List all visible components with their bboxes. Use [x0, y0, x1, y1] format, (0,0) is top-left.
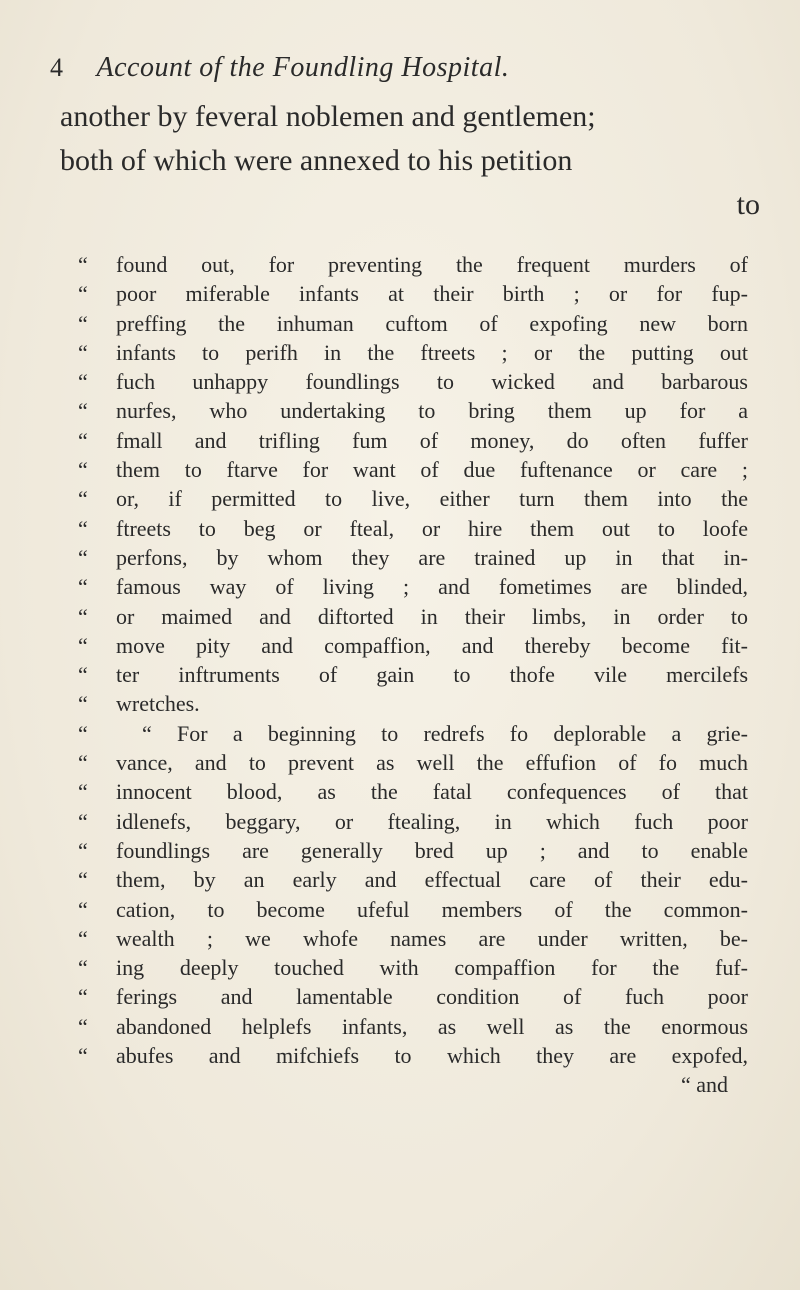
- quote-mark: “: [78, 339, 88, 365]
- quote-mark: “: [78, 427, 88, 453]
- quote-line-text: abandoned helplefs infants, as well as the enormous: [116, 1013, 748, 1039]
- quote-line: [78, 514, 748, 543]
- quote-mark: “: [78, 955, 88, 981]
- intro-paragraph: [60, 95, 760, 227]
- quote-line-text: perfons, by whom they are trained up in that in-: [116, 544, 748, 570]
- quote-line-text: wealth ; we whofe names are under written, be-: [116, 925, 748, 951]
- quote-line: [78, 807, 748, 836]
- quote-mark: “: [78, 603, 88, 629]
- quote-line: [78, 572, 748, 601]
- quote-line-text: fuch unhappy foundlings to wicked and barbarous: [116, 369, 748, 395]
- quote-mark: “: [78, 896, 88, 922]
- quote-line-text: fmall and trifling fum of money, do often fuffer: [116, 427, 748, 453]
- quote-line-text: cation, to become ufeful members of the common-: [116, 896, 748, 922]
- quote-line-text: move pity and compaffion, and thereby become fit-: [116, 632, 748, 658]
- quote-line: [78, 396, 748, 425]
- quote-line: [78, 895, 748, 924]
- quote-line-text: “ and: [680, 1072, 728, 1098]
- quote-mark: “: [78, 837, 88, 863]
- quote-line-text: famous way of living ; and fometimes are blinded,: [116, 574, 748, 600]
- intro-line: another by feveral noblemen and gentlemen;: [60, 100, 596, 133]
- quote-line-text: poor miferable infants at their birth ; or for fup-: [116, 281, 748, 307]
- quote-line-text: ter inftruments of gain to thofe vile mercilefs: [116, 662, 748, 688]
- quote-line-text: nurfes, who undertaking to bring them up for a: [116, 398, 748, 424]
- quote-line: [78, 748, 748, 777]
- quote-line: [78, 777, 748, 806]
- quoted-petition: [78, 250, 748, 1100]
- quote-line: [78, 602, 748, 631]
- quote-mark: “: [78, 574, 88, 600]
- quote-line: [78, 367, 748, 396]
- quote-mark: “: [78, 662, 88, 688]
- quote-mark: “: [78, 310, 88, 336]
- running-header: [50, 52, 750, 84]
- quote-line: [78, 953, 748, 982]
- quote-mark: “: [78, 252, 88, 277]
- quote-line: [78, 338, 748, 367]
- quote-line: [78, 631, 748, 660]
- quote-line: [78, 719, 748, 748]
- page-number: 4: [50, 53, 64, 82]
- quote-mark: “: [78, 281, 88, 307]
- quote-mark: “: [78, 691, 88, 717]
- quote-mark: “: [78, 486, 88, 512]
- quote-line-text: foundlings are generally bred up ; and to enable: [116, 837, 748, 863]
- quote-mark: “: [78, 1013, 88, 1039]
- quote-line: [78, 865, 748, 894]
- quote-gutter: [78, 1070, 116, 1099]
- quote-mark: “: [78, 632, 88, 658]
- quote-line-text: innocent blood, as the fatal confequences of that: [116, 779, 748, 805]
- quote-mark: “: [78, 398, 88, 424]
- quote-line-text: wretches.: [116, 691, 200, 717]
- quote-line-text: them, by an early and effectual care of their edu-: [116, 867, 748, 893]
- quote-line: [78, 250, 748, 279]
- quote-mark: “: [78, 369, 88, 395]
- quote-line-text: or maimed and diftorted in their limbs, in order to: [116, 603, 748, 629]
- intro-line: both of which were annexed to his petition: [60, 144, 573, 177]
- quote-line-text: ftreets to beg or fteal, or hire them out to loofe: [116, 515, 748, 541]
- quote-mark: “: [78, 808, 88, 834]
- quote-mark: “: [78, 544, 88, 570]
- quote-line: [78, 660, 748, 689]
- quote-mark: “: [78, 457, 88, 483]
- quote-line-text: ing deeply touched with compaffion for the fuf-: [116, 955, 748, 981]
- quote-line: [78, 426, 748, 455]
- quote-line-text: vance, and to prevent as well the effufion of fo much: [116, 750, 748, 776]
- intro-line: to: [736, 188, 760, 221]
- quote-line: [78, 455, 748, 484]
- quote-line-text: infants to perifh in the ftreets ; or the putting out: [116, 339, 748, 365]
- quote-mark: “: [78, 750, 88, 776]
- quote-line-text: “ For a beginning to redrefs fo deplorable a grie-: [142, 720, 748, 746]
- quote-mark: “: [78, 1043, 88, 1069]
- quote-mark: “: [78, 867, 88, 893]
- quote-line-text: idlenefs, beggary, or ftealing, in which fuch poor: [116, 808, 748, 834]
- quote-mark: “: [78, 515, 88, 541]
- quote-line-text: ferings and lamentable condition of fuch poor: [116, 984, 748, 1010]
- quote-line: [78, 1012, 748, 1041]
- running-title: Account of the Foundling Hospital.: [96, 52, 510, 83]
- quote-mark: “: [78, 925, 88, 951]
- quote-line: [78, 689, 748, 718]
- quote-line-text: abufes and mifchiefs to which they are expofed,: [116, 1043, 748, 1069]
- quote-mark: “: [78, 984, 88, 1010]
- quote-line: [78, 1041, 748, 1070]
- quote-line: [78, 309, 748, 338]
- quote-line: [78, 1070, 748, 1099]
- quote-line-text: or, if permitted to live, either turn them into the: [116, 486, 748, 512]
- quote-line-text: found out, for preventing the frequent murders of: [116, 252, 748, 277]
- quote-line: [78, 543, 748, 572]
- quote-line: [78, 279, 748, 308]
- quote-line: [78, 982, 748, 1011]
- quote-line: [78, 484, 748, 513]
- quote-line-text: them to ftarve for want of due fuftenance or care ;: [116, 457, 748, 483]
- quote-mark: “: [78, 779, 88, 805]
- quote-mark: “: [78, 720, 88, 746]
- quote-line: [78, 924, 748, 953]
- quote-line: [78, 836, 748, 865]
- quote-line-text: preffing the inhuman cuftom of expofing new born: [116, 310, 748, 336]
